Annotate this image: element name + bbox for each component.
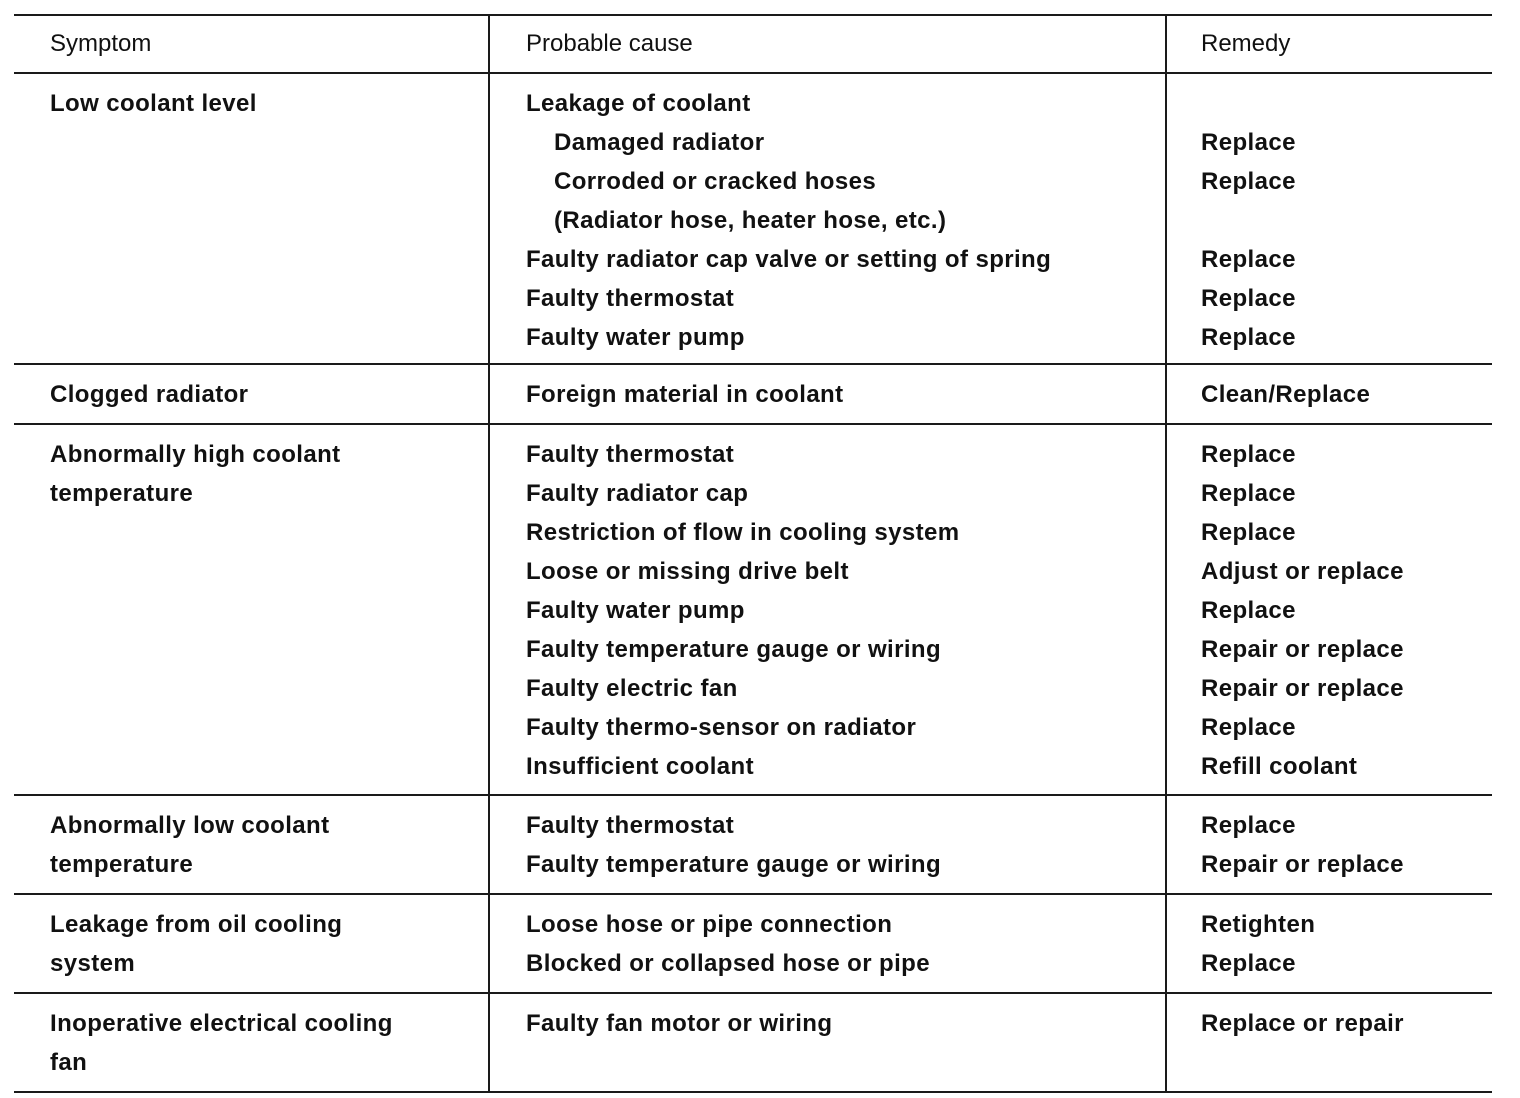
symptom-cell: [14, 425, 488, 794]
symptom-cell: [14, 796, 488, 893]
remedy-text: Replace or repair: [1201, 1010, 1404, 1037]
cause-cell: [488, 74, 1165, 363]
remedy-text: Retighten: [1201, 911, 1316, 938]
cause-text: Leakage of coolant: [526, 90, 751, 117]
cause-text: Faulty electric fan: [526, 675, 738, 702]
remedy-cell: [1165, 74, 1492, 363]
remedy-text: Repair or replace: [1201, 675, 1404, 702]
remedy-text: Clean/Replace: [1201, 381, 1371, 408]
remedy-text: Repair or replace: [1201, 851, 1404, 878]
cause-cell: [488, 365, 1165, 423]
remedy-text: [1201, 84, 1492, 123]
remedy-cell: [1165, 425, 1492, 794]
cause-text: Loose or missing drive belt: [526, 558, 849, 585]
symptom-text: Abnormally low coolant: [50, 812, 330, 839]
header-symptom: Symptom: [50, 30, 152, 57]
cause-text: Loose hose or pipe connection: [526, 911, 893, 938]
remedy-text: Repair or replace: [1201, 636, 1404, 663]
remedy-cell: [1165, 895, 1492, 992]
symptom-cell: [14, 74, 488, 363]
symptom-text: Inoperative electrical cooling: [50, 1010, 393, 1037]
cause-text: Faulty thermostat: [526, 285, 735, 312]
symptom-text: Clogged radiator: [50, 381, 249, 408]
cause-text: Foreign material in coolant: [526, 381, 844, 408]
cause-cell: [488, 994, 1165, 1091]
cause-text: Corroded or cracked hoses: [554, 168, 877, 195]
cause-text: Faulty radiator cap valve or setting of spring: [526, 246, 1052, 273]
remedy-text: Replace: [1201, 714, 1296, 741]
table-row: [14, 425, 1492, 796]
header-remedy: Remedy: [1165, 16, 1492, 72]
remedy-cell: [1165, 796, 1492, 893]
symptom-text: Leakage from oil cooling: [50, 911, 343, 938]
symptom-text: Abnormally high coolant: [50, 441, 341, 468]
table-row: [14, 895, 1492, 994]
remedy-text: Adjust or replace: [1201, 558, 1404, 585]
cause-text: Faulty water pump: [526, 324, 745, 351]
symptom-text: Low coolant level: [50, 90, 257, 117]
remedy-cell: [1165, 365, 1492, 423]
remedy-text: Replace: [1201, 441, 1296, 468]
cause-cell: [488, 895, 1165, 992]
cause-text: (Radiator hose, heater hose, etc.): [554, 207, 947, 234]
symptom-cell: [14, 365, 488, 423]
symptom-cell: [14, 895, 488, 992]
cause-text: Faulty radiator cap: [526, 480, 749, 507]
symptom-text: system: [50, 950, 136, 977]
remedy-text: Replace: [1201, 168, 1296, 195]
cause-text: Insufficient coolant: [526, 753, 755, 780]
cause-text: Faulty fan motor or wiring: [526, 1010, 833, 1037]
table-row: [14, 994, 1492, 1093]
symptom-text: temperature: [50, 851, 194, 878]
table-row: [14, 74, 1492, 365]
remedy-text: Refill coolant: [1201, 753, 1358, 780]
cause-text: Damaged radiator: [554, 129, 765, 156]
cause-text: Faulty water pump: [526, 597, 745, 624]
cause-text: Blocked or collapsed hose or pipe: [526, 950, 930, 977]
table-row: [14, 796, 1492, 895]
symptom-text: temperature: [50, 480, 194, 507]
cause-text: Faulty temperature gauge or wiring: [526, 851, 942, 878]
symptom-text: fan: [50, 1049, 88, 1076]
troubleshooting-table: [14, 14, 1492, 1093]
remedy-text: Replace: [1201, 812, 1296, 839]
remedy-text: Replace: [1201, 324, 1296, 351]
remedy-text: Replace: [1201, 246, 1296, 273]
cause-text: Faulty thermo-sensor on radiator: [526, 714, 917, 741]
remedy-text: Replace: [1201, 597, 1296, 624]
cause-text: Faulty temperature gauge or wiring: [526, 636, 942, 663]
table-header-row: [14, 16, 1492, 74]
cause-text: Restriction of flow in cooling system: [526, 519, 960, 546]
remedy-text: Replace: [1201, 480, 1296, 507]
table-row: [14, 365, 1492, 425]
symptom-cell: [14, 994, 488, 1091]
remedy-text: Replace: [1201, 285, 1296, 312]
remedy-text: [1201, 201, 1492, 240]
header-probable-cause: Probable cause: [488, 16, 1165, 72]
cause-cell: [488, 796, 1165, 893]
cause-text: Faulty thermostat: [526, 441, 735, 468]
remedy-text: Replace: [1201, 129, 1296, 156]
remedy-cell: [1165, 994, 1492, 1091]
cause-text: Faulty thermostat: [526, 812, 735, 839]
remedy-text: Replace: [1201, 519, 1296, 546]
cause-cell: [488, 425, 1165, 794]
remedy-text: Replace: [1201, 950, 1296, 977]
